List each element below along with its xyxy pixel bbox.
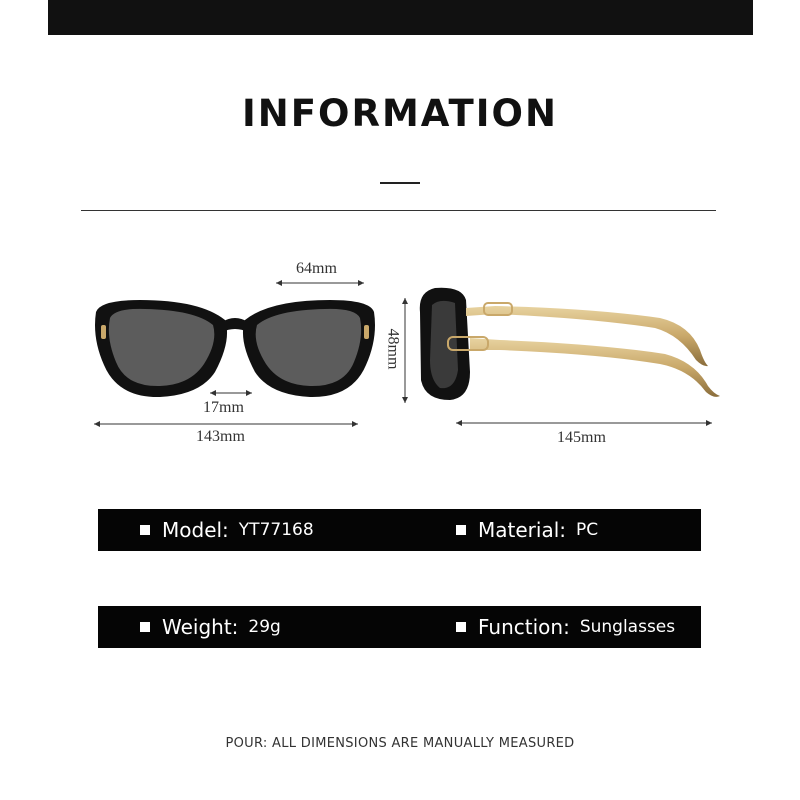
spec-bar-1 (98, 509, 701, 551)
material-value: PC (576, 520, 599, 540)
bullet-icon (140, 525, 150, 535)
material-label: Material: (478, 518, 566, 542)
function-label: Function: (478, 615, 570, 639)
left-rivet (101, 325, 106, 339)
bullet-icon (140, 622, 150, 632)
temple-length-label: 145mm (557, 429, 606, 446)
spec-bar-2 (98, 606, 701, 648)
weight-value: 29g (248, 617, 281, 637)
bullet-icon (456, 622, 466, 632)
model-spec (140, 509, 314, 551)
bridge-width-label: 17mm (203, 399, 244, 416)
side-view-glasses (420, 288, 720, 400)
weight-label: Weight: (162, 615, 239, 639)
lens-height-label: 48mm (384, 328, 402, 370)
lower-temple (470, 338, 720, 397)
measurement-footnote: POUR: ALL DIMENSIONS ARE MANUALLY MEASURED (225, 736, 575, 751)
front-view-glasses (95, 300, 375, 397)
frame-width-label: 143mm (196, 428, 245, 445)
function-value: Sunglasses (579, 617, 676, 637)
material-spec (456, 509, 598, 551)
weight-spec (140, 606, 281, 648)
bridge (222, 318, 248, 332)
right-rivet (364, 325, 369, 339)
function-spec (456, 606, 675, 648)
bullet-icon (456, 525, 466, 535)
page-title: INFORMATION (242, 92, 558, 135)
lens-width-label: 64mm (296, 260, 337, 277)
model-value: YT77168 (238, 520, 314, 540)
model-label: Model: (162, 518, 229, 542)
